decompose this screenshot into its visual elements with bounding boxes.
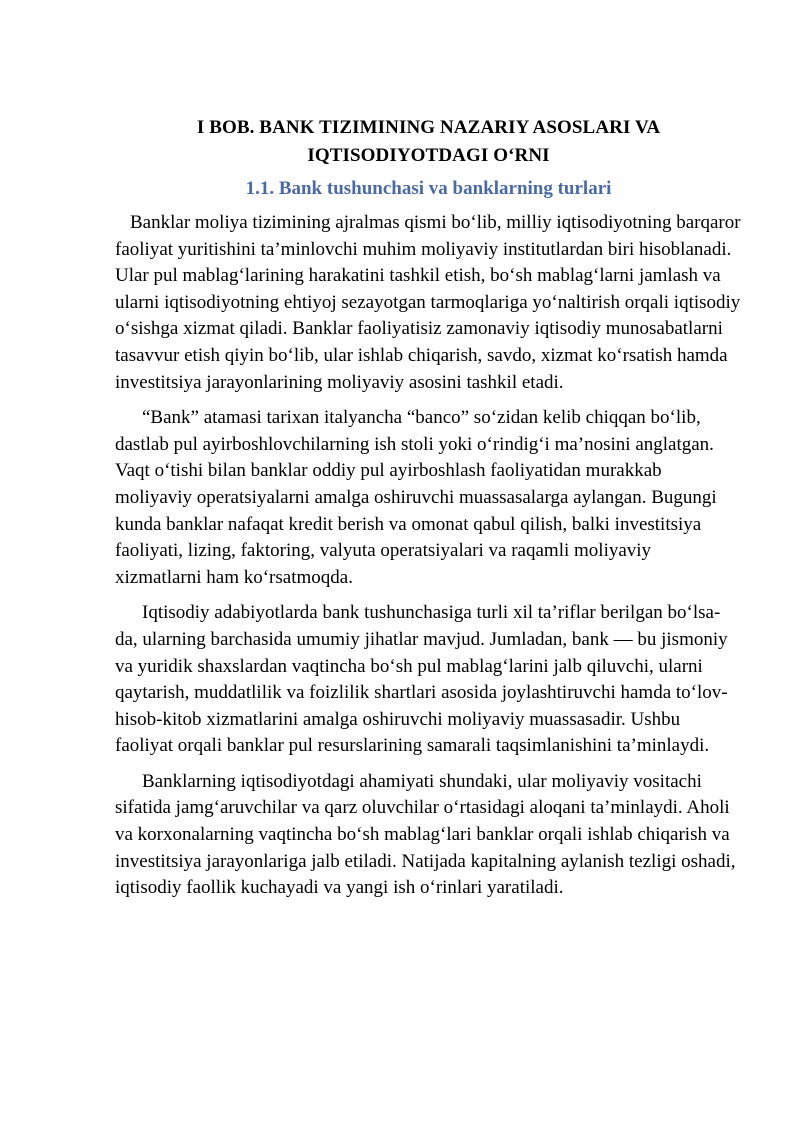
paragraph-4: Banklarning iqtisodiyotdagi ahamiyati shundaki, ular moliyaviy vositachi sifatida jamg‘aruvchilar va qarz oluvchilar o‘rtasidagi aloqani ta’minlaydi. Aholi va korxonalarning vaqtincha bo‘sh mablag‘lari banklar orqali ishlab chiqarish va investitsiya jarayonlariga jalb etiladi. Natijada kapitalning aylanish tezligi oshadi, iqtisodiy faollik kuchayadi va yangi ish o‘rinlari yaratiladi. [115, 770, 736, 899]
section-title: 1.1. Bank tushunchasi va banklarning turlari [245, 178, 612, 199]
chapter-title: I BOB. BANK TIZIMINING NAZARIY ASOSLARI VA IQTISODIYOTDAGI O‘RNI [196, 117, 661, 166]
paragraph-1: Banklar moliya tizimining ajralmas qismi bo‘lib, milliy iqtisodiyotning barqaror faoliyat yuritishini ta’minlovchi muhim moliyaviy institutlardan biri hisoblanadi. Ular pul mablag‘larining harakatini tashkil etish, bo‘sh mablag‘larni jamlash va ularni iqtisodiyotning ehtiyoj sezayotgan tarmoqlariga yo‘naltirish orqali iqtisodiy o‘sishga xizmat qiladi. Banklar faoliyatisiz zamonaviy iqtisodiy munosabatlarni tasavvur etish qiyin bo‘lib, ular ishlab chiqarish, savdo, xizmat ko‘rsatish hamda investitsiya jarayonlarining moliyaviy asosini tashkil etadi. [115, 212, 741, 393]
paragraph-3: Iqtisodiy adabiyotlarda bank tushunchasiga turli xil ta’riflar berilgan bo‘lsa-da, ularning barchasida umumiy jihatlar mavjud. Jumladan, bank — bu jismoniy va yuridik shaxslardan vaqtincha bo‘sh pul mablag‘larini jalb qiluvchi, ularni qaytarish, muddatlilik va foizlilik shartlari asosida joylashtiruvchi hamda to‘lov-hisob-kitob xizmatlarini amalga oshiruvchi moliyaviy muassasadir. Ushbu faoliyat orqali banklar pul resurslarining samarali taqsimlanishini ta’minlaydi. [115, 602, 728, 757]
paragraph-2: “Bank” atamasi tarixan italyancha “banco” so‘zidan kelib chiqqan bo‘lib, dastlab pul ayirboshlovchilarning ish stoli yoki o‘rindig‘i ma’nosini anglatgan. Vaqt o‘tishi bilan banklar oddiy pul ayirboshlash faoliyatidan murakkab moliyaviy operatsiyalarni amalga oshiruvchi muassasalarga aylangan. Bugungi kunda banklar nafaqat kredit berish va omonat qabul qilish, balki investitsiya faoliyati, lizing, faktoring, valyuta operatsiyalari va raqamli moliyaviy xizmatlarni ham ko‘rsatmoqda. [115, 407, 717, 588]
